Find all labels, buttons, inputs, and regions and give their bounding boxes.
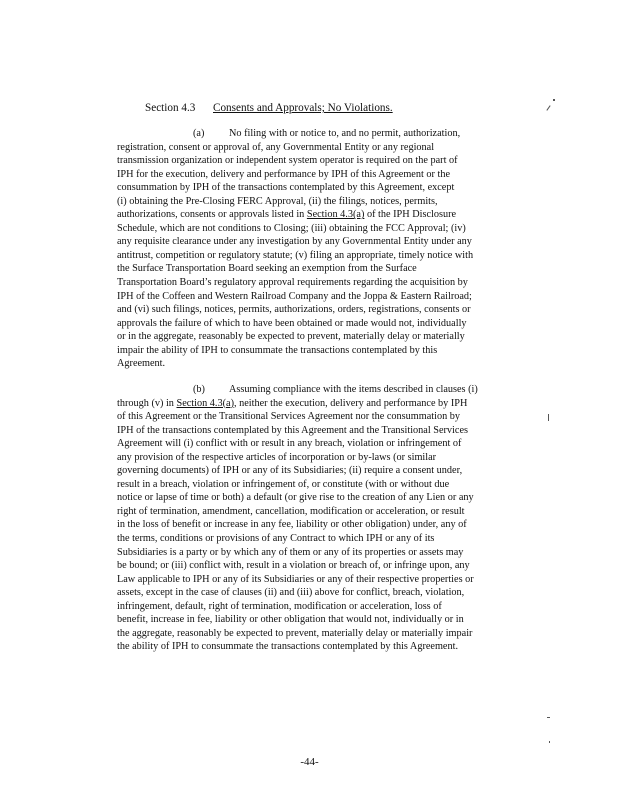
paragraph-a-line: Agreement.	[117, 358, 166, 370]
paragraph-a-line: (i) obtaining the Pre-Closing FERC Approval, (ii) the filings, notices, permits,	[117, 195, 438, 207]
section-reference-link: Section 4.3(a)	[306, 209, 365, 221]
paragraph-a-label: (a)	[193, 128, 205, 139]
paragraph-a-line: and (vi) such filings, notices, permits, authorizations, orders, registrations, consents or	[117, 304, 471, 316]
paragraph-b-line: infringement, default, right of termination, modification or acceleration, loss of	[117, 600, 442, 612]
paragraph-a-line: transmission organization or independent system operator is required on the part of	[117, 155, 458, 167]
paragraph-b-line: the aggregate, reasonably be expected to prevent, materially delay or materially impair	[117, 627, 473, 639]
paragraph-a-line: antitrust, competition or regulatory statute; (v) filing an appropriate, timely notice with	[117, 249, 474, 261]
scan-artifact	[549, 741, 550, 743]
scan-artifact	[547, 717, 550, 718]
paragraph-a-line: authorizations, consents or approvals listed in Section 4.3(a) of the IPH Disclosure	[117, 209, 457, 221]
paragraph-b-line: Law applicable to IPH or any of its Subsidiaries or any of their respective properties or	[117, 573, 474, 585]
paragraph-b-line: benefit, increase in fee, liability or other obligation that would not, individually or in	[117, 614, 464, 626]
paragraph-b-line: the ability of IPH to consummate the transactions contemplated by this Agreement.	[117, 641, 459, 653]
paragraph-a-line: IPH of the Coffeen and Western Railroad Company and the Joppa & Eastern Railroad;	[117, 290, 472, 302]
paragraph-a-line: IPH for the execution, delivery and performance by IPH of this Agreement or the	[117, 168, 451, 180]
paragraph-b	[117, 383, 553, 654]
paragraph-b-line: in the loss of benefit or increase in any fee, liability or other obligation) under, any of	[117, 519, 467, 531]
paragraph-b-line: any provision of the respective articles of incorporation or by-laws (or similar	[117, 451, 437, 463]
scan-artifact	[553, 99, 555, 101]
section-heading	[145, 101, 393, 115]
section-reference-link: Section 4.3(a)	[176, 397, 234, 409]
paragraph-a-line: any requisite clearance under any investigation by any Governmental Entity under any	[117, 236, 472, 248]
section-title: Consents and Approvals; No Violations.	[213, 102, 393, 114]
paragraph-a-line: consummation by IPH of the transactions contemplated by this Agreement, except	[117, 182, 455, 194]
paragraph-b-line: result in a breach, violation or infringement of, or constitute (with or without due	[117, 478, 450, 490]
paragraph-a-line: registration, consent or approval of, any Governmental Entity or any regional	[117, 141, 435, 153]
paragraph-b-label: (b)	[193, 384, 205, 395]
paragraph-b-line: the terms, conditions or provisions of any Contract to which IPH or any of its	[117, 533, 435, 545]
paragraph-b-line: notice or lapse of time or both) a default (or give rise to the creation of any Lien or any	[117, 492, 474, 504]
paragraph-a-line: the Surface Transportation Board seeking an exemption from the Surface	[117, 263, 417, 275]
section-number: Section 4.3	[145, 102, 196, 114]
scan-artifact	[546, 105, 550, 110]
paragraph-a-line: impair the ability of IPH to consummate the transactions contemplated by this	[117, 344, 438, 356]
paragraph-b-line: governing documents) of IPH or any of its Subsidiaries; (ii) require a consent under,	[117, 465, 463, 477]
paragraph-b-line: through (v) in Section 4.3(a), neither the execution, delivery and performance by IPH	[117, 397, 468, 409]
paragraph-a-line: Schedule, which are not conditions to Closing; (iii) obtaining the FCC Approval; (iv)	[117, 222, 466, 234]
scan-artifact	[548, 414, 549, 421]
paragraph-a	[117, 127, 553, 371]
paragraph-b-line: (b) Assuming compliance with the items described in clauses (i)	[193, 384, 478, 395]
paragraph-b-line: of this Agreement or the Transitional Services Agreement nor the consummation by	[117, 411, 461, 423]
page-number: -44-	[300, 756, 319, 768]
paragraph-a-line: or in the aggregate, reasonably be expected to prevent, materially delay or materially	[117, 331, 465, 343]
paragraph-b-line: Agreement will (i) conflict with or result in any breach, violation or infringement of	[117, 438, 462, 450]
paragraph-b-line: Subsidiaries is a party or by which any of them or any of its properties or assets may	[117, 546, 464, 558]
paragraph-b-line: right of termination, amendment, cancellation, modification or acceleration, or result	[117, 505, 465, 517]
paragraph-b-line: IPH of the transactions contemplated by this Agreement and the Transitional Services	[117, 424, 468, 436]
paragraph-a-line: Transportation Board’s regulatory approval requirements regarding the acquisition by	[117, 277, 468, 289]
paragraph-b-line: be bound; or (iii) conflict with, result in a violation or breach of, or infringe upon, any	[117, 560, 470, 572]
paragraph-b-line: assets, except in the case of clauses (ii) and (iii) above for conflict, breach, violation,	[117, 587, 465, 599]
paragraph-a-line: (a) No filing with or notice to, and no permit, authorization,	[193, 128, 461, 139]
paragraph-a-line: approvals the failure of which to have been obtained or made would not, individually	[117, 317, 467, 329]
